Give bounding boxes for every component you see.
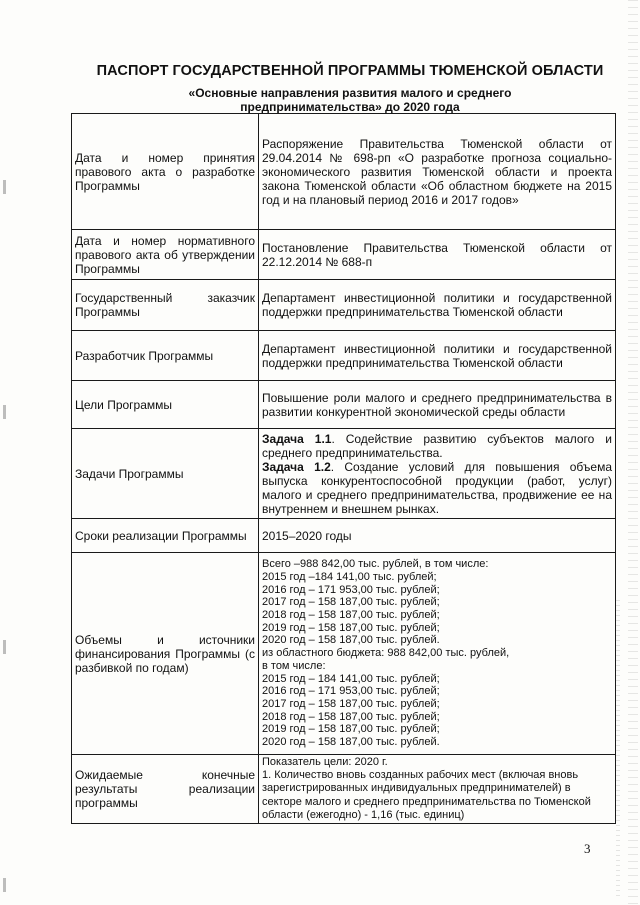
- row-label: Разработчик Программы: [72, 331, 259, 381]
- row-label: Дата и номер нормативного правового акта об утверждении Программы: [72, 230, 259, 280]
- table-row: [72, 553, 616, 755]
- row-label: Сроки реализации Программы: [72, 519, 259, 553]
- page-number: 3: [584, 841, 591, 856]
- row-label: Ожидаемые конечные результаты реализации программы: [72, 755, 259, 824]
- scan-margin-mark: [3, 640, 6, 654]
- financing-line: 2015 год –184 141,00 тыс. рублей;: [262, 570, 437, 583]
- table-row: [72, 755, 616, 824]
- financing-line: 2015 год – 184 141,00 тыс. рублей;: [262, 672, 440, 685]
- row-value: Департамент инвестиционной политики и государственной поддержки предпринимательства Тюменской области: [259, 331, 616, 381]
- table-row: [72, 381, 616, 429]
- results-line: Показатель цели: 2020 г.: [262, 756, 388, 768]
- row-value: Постановление Правительства Тюменской области от 22.12.2014 № 688-п: [259, 230, 616, 280]
- row-label: Задачи Программы: [72, 429, 259, 519]
- financing-line: 2016 год – 171 953,00 тыс. рублей;: [262, 583, 440, 596]
- task-2-heading: Задача 1.2: [262, 459, 331, 474]
- table-row: [72, 280, 616, 331]
- financing-line: 2017 год – 158 187,00 тыс. рублей;: [262, 697, 440, 710]
- financing-line: 2018 год – 158 187,00 тыс. рублей;: [262, 609, 440, 622]
- financing-line: в том числе:: [262, 659, 326, 672]
- task-2-text: . Создание условий для повышения объема выпуска конкурентоспособной продукции (работ, услуг) малого и среднего предпринимательства, продвижение ее на внутреннем и внешнем рынках.: [262, 459, 612, 516]
- table-row: [72, 519, 616, 553]
- table-row: [72, 230, 616, 280]
- row-label: Государственный заказчик Программы: [72, 280, 259, 331]
- results-line: 1. Количество вновь созданных рабочих мест (включая вновь зарегистрированных индивидуальных предпринимателей) в секторе малого и среднего предпринимательства по Тюменской области (ежегодно) - 1,16 (тыс. единиц): [262, 769, 591, 821]
- document-title: ПАСПОРТ ГОСУДАРСТВЕННОЙ ПРОГРАММЫ ТЮМЕНСКОЙ ОБЛАСТИ: [96, 63, 604, 79]
- row-label: Дата и номер принятия правового акта о разработке Программы: [72, 114, 259, 230]
- passport-table: [71, 113, 616, 824]
- financing-line: 2019 год – 158 187,00 тыс. рублей;: [262, 621, 440, 634]
- scan-margin-mark: [3, 878, 6, 892]
- scan-margin-mark: [3, 180, 6, 194]
- financing-line: 2020 год – 158 187,00 тыс. рублей.: [262, 736, 440, 749]
- financing-lines: [259, 553, 616, 755]
- scan-edge-artifact: [628, 0, 638, 905]
- financing-line: Всего –988 842,00 тыс. рублей, в том числе:: [262, 558, 489, 571]
- table-row: [72, 429, 616, 519]
- row-value: [259, 429, 616, 519]
- financing-line: 2017 год – 158 187,00 тыс. рублей;: [262, 596, 440, 609]
- row-value: 2015–2020 годы: [259, 519, 616, 553]
- results-lines: [259, 755, 616, 824]
- row-value: Департамент инвестиционной политики и государственной поддержки предпринимательства Тюменской области: [259, 280, 616, 331]
- scan-margin-mark: [3, 405, 6, 419]
- row-value: Распоряжение Правительства Тюменской области от 29.04.2014 № 698-рп «О разработке прогноза социально-экономического развития Тюменской области и проекта закона Тюменской области «Об областном бюджете на 2015 год и на плановый период 2016 и 2017 годов»: [259, 114, 616, 230]
- task-1-text: . Содействие развитию субъектов малого и среднего предпринимательства.: [262, 431, 612, 460]
- document-subtitle: «Основные направления развития малого и среднего предпринимательства» до 2020 года: [188, 86, 512, 114]
- financing-line: 2016 год – 171 953,00 тыс. рублей;: [262, 685, 440, 698]
- financing-line: 2020 год – 158 187,00 тыс. рублей.: [262, 634, 440, 647]
- row-value: Повышение роли малого и среднего предпринимательства в развитии конкурентной экономической среды области: [259, 381, 616, 429]
- task-1-heading: Задача 1.1: [262, 431, 332, 446]
- scan-edge-artifact: [616, 600, 620, 900]
- financing-line: 2018 год – 158 187,00 тыс. рублей;: [262, 710, 440, 723]
- financing-line: из областного бюджета: 988 842,00 тыс. рублей,: [262, 647, 510, 660]
- row-label: Цели Программы: [72, 381, 259, 429]
- table-row: [72, 114, 616, 230]
- row-label: Объемы и источники финансирования Программы (с разбивкой по годам): [72, 553, 259, 755]
- table-row: [72, 331, 616, 381]
- financing-line: 2019 год – 158 187,00 тыс. рублей;: [262, 723, 440, 736]
